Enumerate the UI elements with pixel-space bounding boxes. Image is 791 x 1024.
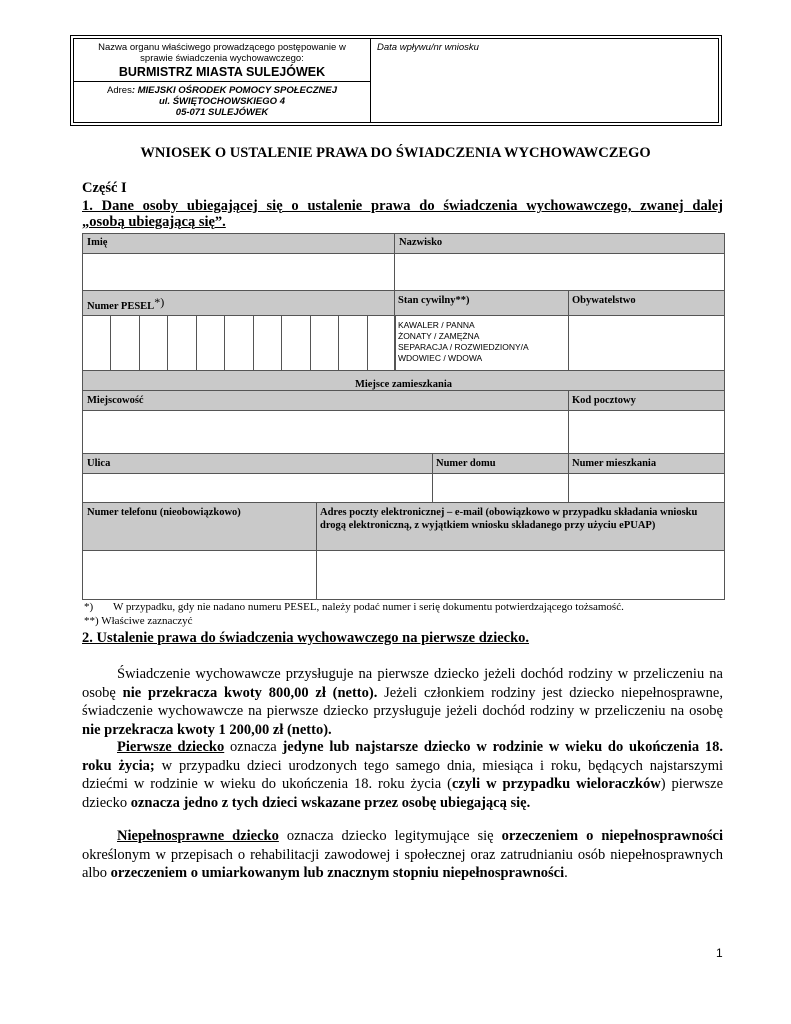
house-number-field[interactable] [432,473,569,503]
pesel-digit-box[interactable] [139,315,168,371]
address-line-3: 05-071 SULEJÓWEK [175,107,269,118]
first-name-field[interactable] [82,253,395,291]
part-heading: Część I [82,180,127,196]
p3-text-f: . [564,865,568,881]
p1-text-c: Jeżeli członkiem rodziny jest dziecko niepełnosprawne, świadczenie wychowawcze na pierwsze dziecko przysługuje jeżeli dochód rodziny w przeliczeniu na osobę [82,684,723,719]
authority-label-1: Nazwa organu właściwego prowadzącego postępowanie w [98,42,346,53]
page-number: 1 [716,946,723,960]
city-label: Miejscowość [87,395,144,406]
last-name-header [394,233,725,254]
authority-label-2: sprawie świadczenia wychowawczego: [140,53,304,64]
street-field[interactable] [82,473,433,503]
city-header [82,390,569,411]
p1-limit-800: nie przekracza kwoty 800,00 zł (netto). [122,684,378,701]
marital-status-label: Stan cywilny**) [398,295,470,306]
footnote-1-mark: *) [84,601,94,613]
citizenship-header [568,290,725,316]
p3-text-d: określonym w przepisach o rehabilitacji zawodowej i społecznej oraz zatrudnianiu osób niepełnosprawnych albo [82,846,723,881]
phone-field[interactable] [82,550,317,600]
email-label: Adres poczty elektronicznej – e-mail (obowiązkowo w przypadku składania wniosku drogą elektroniczną, z wyjątkiem wniosku składanego przy użyciu ePUAP) [320,507,698,531]
marital-status-header [394,290,569,316]
header-inner-frame [73,38,719,123]
p3-certificate: orzeczeniem o niepełnosprawności [501,828,723,844]
street-header [82,453,433,474]
marital-option-single[interactable]: KAWALER / PANNA [398,320,475,330]
footnote-2: **) Właściwe zaznaczyć [84,615,193,627]
phone-header [82,502,317,551]
paragraph-eligibility [82,665,723,739]
house-number-header [432,453,569,474]
p2-selection: oznacza jedno z tych dzieci wskazane przez osobę ubiegającą się. [130,794,531,811]
header-box [70,35,722,126]
pesel-digit-box[interactable] [281,315,310,371]
p2-term: Pierwsze dziecko [117,739,225,755]
address-line-2: ul. ŚWIĘTOCHOWSKIEGO 4 [159,96,285,107]
section-2-heading: 2. Ustalenie prawa do świadczenia wychowawczego na pierwsze dziecko. [82,630,530,646]
p2-multiples: czyli w przypadku wieloraczków [451,776,661,792]
email-header [316,502,725,551]
postal-code-label: Kod pocztowy [572,395,636,406]
pesel-digit-box[interactable] [338,315,367,371]
phone-label: Numer telefonu (nieobowiązkowo) [87,507,241,518]
header-left-column [74,39,371,122]
marital-option-separated[interactable]: SEPARACJA / ROZWIEDZIONY/A [398,342,529,352]
citizenship-label: Obywatelstwo [572,295,636,306]
p1-limit-1200: nie przekracza kwoty 1 200,00 zł (netto). [82,721,332,738]
last-name-field[interactable] [394,253,725,291]
document-title: WNIOSEK O USTALENIE PRAWA DO ŚWIADCZENIA WYCHOWAWCZEGO [140,145,651,161]
p3-text-b: oznacza dziecko legitymujące się [278,828,502,844]
house-number-label: Numer domu [436,458,496,469]
pesel-digit-box[interactable] [196,315,225,371]
pesel-digit-box[interactable] [224,315,253,371]
pesel-label: Numer PESEL [87,301,155,312]
marital-option-widowed[interactable]: WDOWIEC / WDOWA [398,353,483,363]
authority-name: BURMISTRZ MIASTA SULEJÓWEK [118,65,326,79]
marital-option-married[interactable]: ŻONATY / ZAMĘŻNA [398,331,480,341]
marital-status-options[interactable] [394,315,569,371]
p3-term: Niepełnosprawne dziecko [117,828,279,844]
pesel-digit-box[interactable] [167,315,196,371]
p3-degree: orzeczeniem o umiarkowanym lub znacznym stopniu niepełnosprawności [110,865,565,881]
first-name-label: Imię [87,237,108,248]
street-label: Ulica [87,458,111,469]
first-name-header [82,233,395,254]
residence-label: Miejsce zamieszkania [354,379,453,390]
residence-header [82,370,725,391]
address-line-1: : MIEJSKI OŚRODEK POMOCY SPOŁECZNEJ [131,85,337,96]
pesel-digit-box[interactable] [82,315,111,371]
city-field[interactable] [82,410,569,454]
receipt-date-label: Data wpływu/nr wniosku [377,42,479,53]
authority-block [74,39,370,82]
last-name-label: Nazwisko [399,237,443,248]
apartment-number-label: Numer mieszkania [572,458,657,469]
address-prefix: Adres [107,85,132,96]
address-block [74,85,370,118]
pesel-footnote-mark: *) [154,295,165,309]
p1-text-a: Świadczenie wychowawcze przysługuje na pierwsze dziecko jeżeli dochód rodziny w przeliczeniu na osobę [82,666,723,701]
pesel-digit-box[interactable] [367,315,396,371]
paragraph-first-child [82,738,723,812]
footnote-1: W przypadku, gdy nie nadano numeru PESEL, należy podać numer i serię dokumentu potwierdzającego tożsamość. [113,601,624,613]
citizenship-field[interactable] [568,315,725,371]
postal-code-field[interactable] [568,410,725,454]
p2-definition: jedyne lub najstarsze dziecko w rodzinie w wieku do ukończenia 18. roku życia; [82,739,723,774]
apartment-number-header [568,453,725,474]
pesel-digit-box[interactable] [253,315,282,371]
section-1-heading-line-2: „osobą ubiegającą się”. [82,214,226,230]
section-1-heading-line-1: 1. Dane osoby ubiegającej się o ustalenie prawa do świadczenia wychowawczego, zwanej dalej [82,198,723,214]
pesel-header [82,290,395,316]
paragraph-disabled-child [82,827,723,883]
postal-code-header [568,390,725,411]
p2-text-d: w przypadku dzieci urodzonych tego samego dnia, miesiąca i roku, będących najstarszymi dziećmi w rodzinie w wieku do ukończenia 18. roku życia ( [82,757,723,792]
pesel-digit-box[interactable] [110,315,139,371]
p2-text-f: ) pierwsze dziecko [82,776,724,811]
pesel-digit-box[interactable] [310,315,339,371]
apartment-number-field[interactable] [568,473,725,503]
p2-text-b: oznacza [224,739,283,755]
email-field[interactable] [316,550,725,600]
